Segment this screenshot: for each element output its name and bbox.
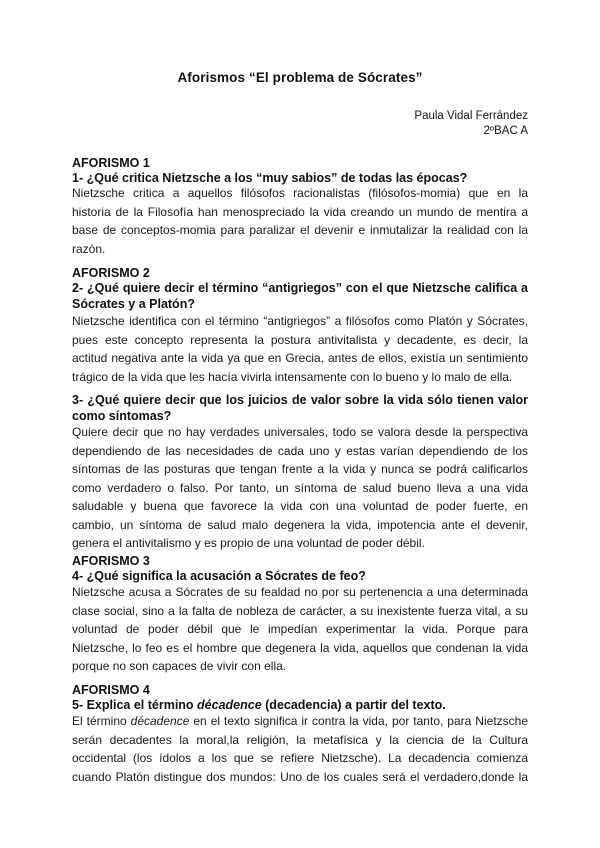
answer-3-line: Quiere decir que no hay verdades universales, todo se valora desde la perspectiva — [72, 425, 528, 439]
question-3 — [72, 392, 528, 424]
answer-4 — [72, 583, 528, 676]
answer-4-line: Nietzsche, lo feo es el hombre que degenera la vida, aquellos que condenan la vida — [72, 640, 528, 655]
author-class: 2ºBAC A — [483, 125, 528, 137]
question-5-line — [72, 697, 528, 713]
question-5-italic-term: décadence — [197, 698, 262, 712]
author-name: Paula Vidal Ferrández — [414, 110, 528, 122]
section-label-aforismo-4: AFORISMO 4 — [72, 683, 150, 697]
section-label-aforismo-2: AFORISMO 2 — [72, 266, 150, 280]
question-3-line: 3- ¿Qué quiere decir que los juicios de valor sobre la vida sólo tienen valor — [72, 393, 528, 407]
question-4 — [72, 568, 528, 584]
answer-5-text: en el texto significa ir contra la vida, por tanto, para Nietzsche — [189, 714, 528, 728]
answer-3-line: genera el antivitalismo y es propio de una voluntad de poder débil. — [72, 536, 425, 550]
answer-1-line: base de conceptos-momia para paralizar el devenir e inmutalizar la realidad con la — [72, 223, 528, 237]
answer-5 — [72, 712, 528, 786]
answer-4-line: clase social, sino a la falta de nobleza de carácter, a su inexistente fuerza vital, a su — [72, 603, 528, 618]
answer-3-line: síntomas de las posturas que tengan frente a la vida y nunca se podrá calificarlos — [72, 462, 528, 476]
question-4-line: 4- ¿Qué significa la acusación a Sócrates de feo? — [72, 569, 366, 583]
answer-3-line: cambio, un síntoma de salud malo degenera la vida, impotencia ante el devenir, — [72, 517, 528, 532]
answer-2-line: trágico de la vida que les hacía vivirla intensamente con lo bueno y lo malo de ella. — [72, 369, 513, 384]
answer-3 — [72, 423, 528, 553]
question-2-line: Sócrates y a Platón? — [72, 297, 195, 311]
answer-2 — [72, 312, 528, 386]
answer-3-line: saludable y buena que favorece la vida con una voluntad de poder fuerte, en — [72, 499, 528, 513]
answer-5-line: cuando Platón distingue dos mundos: Uno de los cuales será el verdadero,donde la — [72, 769, 528, 784]
document-page — [72, 0, 528, 848]
answer-4-line: Nietzsche acusa a Sócrates de su fealdad no por su pertenencia a una determinada — [72, 585, 528, 599]
answer-1-line: historia de la Filosofía han menospreciado la vida creando un mundo de mentira a — [72, 204, 528, 219]
section-label-aforismo-1: AFORISMO 1 — [72, 156, 150, 170]
answer-2-line: Nietzsche identifica con el término “antigriegos” a filósofos como Platón y Sócrates, — [72, 314, 528, 328]
answer-4-line: porque no son capaces de vivir con ella. — [72, 659, 287, 673]
document-title: Aforismos “El problema de Sócrates” — [177, 70, 423, 85]
question-2 — [72, 280, 528, 312]
answer-5-line — [72, 712, 528, 731]
answer-5-line: occidental (los ídolos a los que se refiere Nietzsche). La decadencia comienza — [72, 751, 528, 765]
answer-5-line: serán decadentes la moral,la religión, la metafísica y la ciencia de la Cultura — [72, 732, 528, 747]
section-label-aforismo-3: AFORISMO 3 — [72, 554, 150, 568]
answer-2-line: actitud negativa ante la vida ya que en Grecia, antes de ellos, existía un sentimiento — [72, 351, 528, 365]
question-5-text: 5- Explica el término — [72, 698, 198, 712]
question-5 — [72, 697, 528, 713]
question-2-line: 2- ¿Qué quiere decir el término “antigriegos” con el que Nietzsche califica a — [72, 281, 528, 295]
answer-2-line: pues este concepto representa la postura antivitalista y decadente, es decir, la — [72, 332, 528, 347]
answer-5-text: El término — [72, 714, 131, 728]
question-5-text: (decadencia) a partir del texto. — [261, 698, 446, 712]
answer-4-line: voluntad de poder débil que le impedían experimentar la vida. Porque para — [72, 622, 528, 636]
answer-3-line: como verdadero o falso. Por tanto, un síntoma de salud bueno lleva a una vida — [72, 480, 528, 495]
answer-5-italic-term: décadence — [130, 714, 190, 728]
answer-3-line: dependiendo de las necesidades de cada uno y estas varían dependiendo de los — [72, 443, 528, 458]
answer-1-line: razón. — [72, 241, 106, 256]
question-1-line: 1- ¿Qué critica Nietzsche a los “muy sabios” de todas las épocas? — [72, 171, 468, 185]
answer-1 — [72, 184, 528, 258]
question-3-line: como síntomas? — [72, 409, 172, 423]
author-block — [414, 109, 528, 139]
answer-1-line: Nietzsche critica a aquellos filósofos racionalistas (filósofos-momia) que en la — [72, 186, 528, 200]
